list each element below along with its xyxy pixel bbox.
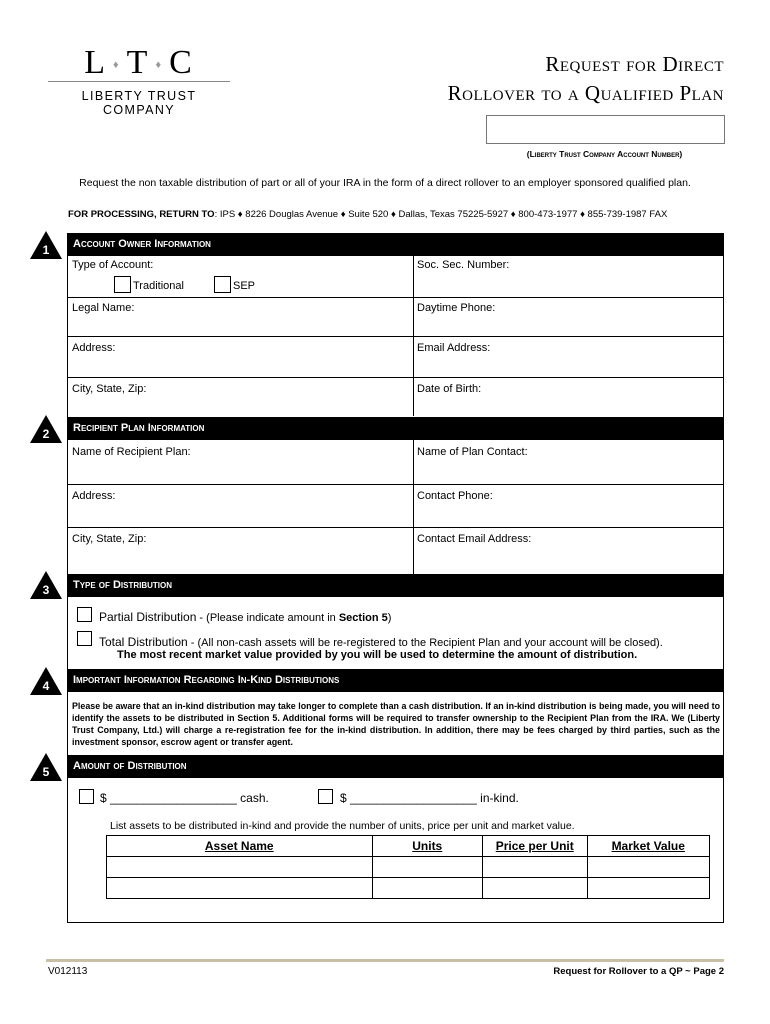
price-per-unit-cell[interactable] (482, 878, 587, 899)
section-1-header: Account Owner Information (67, 233, 724, 256)
in-kind-amount-blank[interactable]: $ ___________________ (340, 791, 481, 805)
contact-email-label: Contact Email Address: (417, 533, 532, 545)
processing-details: : IPS ♦ 8226 Douglas Avenue ♦ Suite 520 ♦ Dallas, Texas 75225-5927 ♦ 800-473-1977 ♦ 855-739-1987 FAX (214, 209, 668, 220)
total-distribution-label: Total Distribution (99, 635, 188, 649)
in-kind-amount-line[interactable] (340, 791, 519, 805)
total-note: - (All non-cash assets will be re-registered to the Recipient Plan and your account will be closed). (187, 637, 663, 649)
daytime-phone-label: Daytime Phone: (417, 302, 496, 314)
logo-letter-l: L (84, 44, 108, 81)
market-value-note: The most recent market value provided by you will be used to determine the amount of distribution. (117, 649, 638, 661)
market-value-header: Market Value (587, 836, 710, 857)
plan-contact-label: Name of Plan Contact: (417, 446, 528, 458)
ssn-label: Soc. Sec. Number: (417, 259, 510, 271)
page-label: Request for Rollover to a QP ~ Page 2 (553, 966, 724, 977)
in-kind-important-info: Please be aware that an in-kind distribution may take longer to complete than a cash distribution. If an in-kind distribution is being made, you will need to identify the assets to be distributed in Section 5. Additional forms will be required to transfer ownership to the Recipient Plan from the IRA. We (Liberty Trust Company, Ltd.) will charge a re-registration fee for the in-kind distribution. In addition, there may be fees charged by third parties, such as the investment sponsor, escrow agent or transfer agent. (72, 701, 720, 747)
in-kind-label: in-kind. (480, 791, 519, 805)
sep-checkbox[interactable] (214, 276, 231, 293)
list-assets-instructions: List assets to be distributed in-kind and provide the number of units, price per unit and market value. (110, 820, 575, 832)
row-divider (67, 527, 724, 528)
owner-city-state-zip-label: City, State, Zip: (72, 383, 147, 395)
traditional-label: Traditional (133, 280, 184, 292)
price-per-unit-cell[interactable] (482, 857, 587, 878)
section-4-header: Important Information Regarding In-Kind Distributions (67, 669, 724, 692)
account-number-field[interactable] (486, 115, 725, 144)
processing-label: FOR PROCESSING, RETURN TO (68, 209, 215, 220)
section-2-number: 2 (42, 427, 50, 441)
partial-distribution-label: Partial Distribution (99, 610, 197, 624)
cash-amount-line[interactable] (100, 791, 269, 805)
asset-name-header: Asset Name (107, 836, 373, 857)
units-cell[interactable] (372, 857, 482, 878)
table-row (107, 878, 710, 899)
section-3-header: Type of Distribution (67, 574, 724, 597)
footer-rule (46, 959, 724, 962)
row-divider (67, 336, 724, 337)
form-title (448, 50, 724, 108)
legal-name-label: Legal Name: (72, 302, 135, 314)
table-row (107, 857, 710, 878)
section-2-divider (413, 440, 414, 574)
logo-diamond: ♦ (113, 59, 121, 72)
price-per-unit-header: Price per Unit (482, 836, 587, 857)
market-value-cell[interactable] (587, 878, 710, 899)
partial-distribution-checkbox[interactable] (77, 607, 92, 622)
market-value-cell[interactable] (587, 857, 710, 878)
row-divider (67, 377, 724, 378)
logo-company-name: LIBERTY TRUST COMPANY (81, 89, 197, 117)
sep-label: SEP (233, 280, 256, 292)
asset-name-cell[interactable] (107, 878, 373, 899)
contact-phone-label: Contact Phone: (417, 490, 493, 502)
section-4-number: 4 (42, 679, 50, 693)
partial-note-close: ) (387, 612, 392, 624)
section-2-header: Recipient Plan Information (67, 417, 724, 440)
logo-diamond: ♦ (155, 59, 164, 72)
date-of-birth-label: Date of Birth: (417, 383, 482, 395)
plan-city-state-zip-label: City, State, Zip: (72, 533, 147, 545)
form-version: V012113 (48, 966, 88, 977)
traditional-checkbox[interactable] (114, 276, 131, 293)
units-header: Units (372, 836, 482, 857)
table-header-row (107, 836, 710, 857)
cash-amount-blank[interactable]: $ ___________________ (100, 791, 241, 805)
section-1-number: 1 (42, 243, 50, 257)
form-title-line2: Rollover to a Qualified Plan (447, 81, 724, 105)
intro-text: Request the non taxable distribution of part or all of your IRA in the form of a direct rollover to an employer sponsored qualified plan. (79, 177, 691, 189)
email-address-label: Email Address: (417, 342, 491, 354)
logo-letter-c: C (169, 44, 194, 81)
section-5-header: Amount of Distribution (67, 755, 724, 778)
units-cell[interactable] (372, 878, 482, 899)
partial-note-section-ref: Section 5 (338, 612, 388, 624)
logo-divider (48, 81, 230, 82)
type-of-account-label: Type of Account: (72, 259, 154, 271)
plan-address-label: Address: (72, 490, 116, 502)
cash-label: cash. (240, 791, 269, 805)
logo-letter-t: T (126, 44, 150, 81)
row-divider (67, 484, 724, 485)
form-title-line1: Request for Direct (545, 52, 724, 76)
recipient-plan-name-label: Name of Recipient Plan: (72, 446, 191, 458)
processing-address (68, 209, 667, 220)
section-5-number: 5 (42, 765, 50, 779)
owner-address-label: Address: (72, 342, 116, 354)
company-logo (48, 44, 230, 82)
cash-checkbox[interactable] (79, 789, 94, 804)
asset-name-cell[interactable] (107, 857, 373, 878)
row-divider (67, 297, 724, 298)
section-3-number: 3 (42, 583, 50, 597)
in-kind-assets-table (106, 835, 710, 899)
account-number-label: (Liberty Trust Company Account Number) (526, 149, 683, 159)
total-distribution-checkbox[interactable] (77, 631, 92, 646)
partial-distribution-option (99, 608, 391, 626)
in-kind-checkbox[interactable] (318, 789, 333, 804)
partial-note: - (Please indicate amount in (196, 612, 339, 624)
